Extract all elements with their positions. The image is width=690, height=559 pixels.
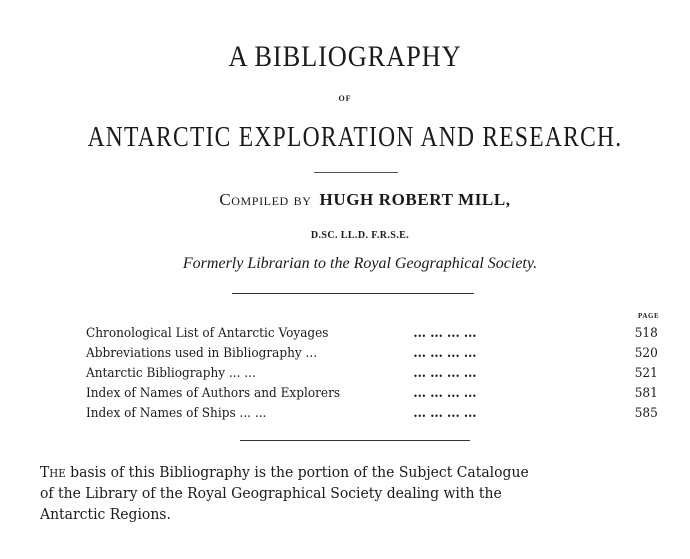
basis-line-3: Antarctic Regions. [40, 505, 171, 523]
toc-entry-page: 518 [634, 326, 658, 341]
toc-page-column-header: PAGE [638, 312, 660, 320]
compiler-line [0, 190, 690, 210]
compiler-affiliation: Formerly Librarian to the Royal Geographical Society. [182, 255, 538, 272]
toc-entry-title: Chronological List of Antarctic Voyages [86, 326, 329, 341]
toc-leader-dots: ... ... ... ... [413, 406, 477, 421]
toc-leader-dots: ... ... ... ... [413, 386, 477, 401]
divider-rule-top [314, 172, 398, 173]
compiled-by-label: Compiled by [219, 190, 312, 209]
toc-entry-page: 581 [634, 386, 658, 401]
toc-leader-dots: ... ... ... ... [413, 346, 477, 361]
title-connector: OF [338, 94, 352, 103]
basis-line-1-text: basis of this Bibliography is the portion of the Subject Catalogue [70, 463, 529, 481]
compiler-degrees: D.SC. LL.D. F.R.S.E. [310, 230, 410, 241]
toc-entry [86, 364, 658, 384]
toc-leader-dots: ... ... ... ... [413, 366, 477, 381]
divider-rule-middle [232, 293, 474, 294]
toc-entry-title: Abbreviations used in Bibliography ... [86, 346, 318, 361]
document-subtitle: ANTARCTIC EXPLORATION AND RESEARCH. [87, 122, 623, 153]
toc-entry [86, 384, 658, 404]
divider-rule-bottom [240, 440, 470, 441]
document-title: A BIBLIOGRAPHY [228, 40, 462, 73]
basis-line-1 [40, 462, 682, 483]
basis-line-2: of the Library of the Royal Geographical Society dealing with the [40, 484, 502, 502]
toc-entry-page: 521 [634, 366, 658, 381]
toc-entry [86, 404, 658, 424]
basis-paragraph [40, 462, 682, 525]
toc-entry-title: Index of Names of Authors and Explorers [86, 386, 341, 401]
toc-entry-page: 520 [634, 346, 658, 361]
toc-entry-title: Index of Names of Ships ... ... [86, 406, 267, 421]
basis-first-word: The [40, 463, 66, 481]
toc-entry-title: Antarctic Bibliography ... ... [86, 366, 256, 381]
toc-entry-page: 585 [634, 406, 658, 421]
toc-entry [86, 324, 658, 344]
toc-leader-dots: ... ... ... ... [413, 326, 477, 341]
toc-entry [86, 344, 658, 364]
compiler-name: HUGH ROBERT MILL, [319, 190, 511, 209]
